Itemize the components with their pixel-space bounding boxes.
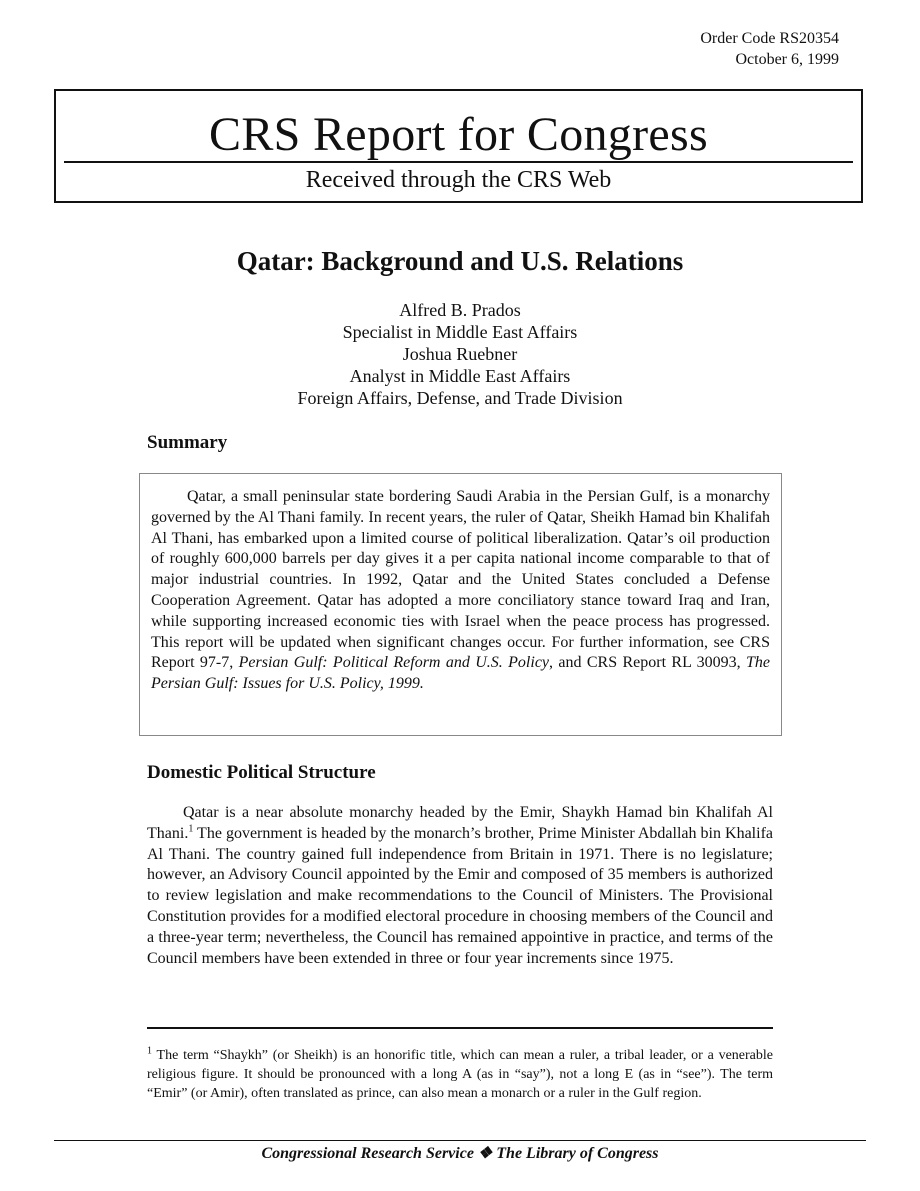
report-title: Qatar: Background and U.S. Relations (236, 246, 684, 276)
summary-box (139, 473, 782, 736)
summary-text-2: , and CRS Report RL 30093, (549, 654, 747, 672)
domestic-text: Qatar is a near absolute monarchy headed by the Emir, Shaykh Hamad bin Khalifah Al Thani. (147, 804, 773, 842)
domestic-text-2: The government is headed by the monarch’s brother, Prime Minister Abdallah bin Khalifa Al Thani. The country gained full independence from Britain in 1971. There is no legislature; however, an Advisory Council appointed by the Emir and composed of 35 members is authorized to review legislation and make recommendations to the Council of Ministers. The Provisional Constitution provides for a modified electoral procedure in choosing members of the Council and a three-year term; nevertheless, the Council has remained appointive in practice, and terms of the Council members have been extended in three or four year increments since 1975. (147, 824, 773, 967)
summary-text: Qatar, a small peninsular state bordering Saudi Arabia in the Persian Gulf, is a monarchy governed by the Al Thani family. In recent years, the ruler of Qatar, Sheikh Hamad bin Khalifah Al Thani, has embarked upon a limited course of political liberalization. Qatar’s oil production of roughly 600,000 barrels per day gives it a per capita national income comparable to that of major industrial countries. In 1992, Qatar and the United States concluded a Defense Cooperation Agreement. Qatar has adopted a more conciliatory stance toward Iraq and Iran, while supporting increased economic ties with Israel when the peace process has progressed. This report will be updated when significant changes occur. For further information, see CRS Report 97-7, (151, 488, 770, 672)
footnote-divider (147, 1027, 773, 1029)
author-line: Specialist in Middle East Affairs (342, 322, 578, 342)
report-header-box (54, 89, 863, 203)
header-divider (64, 161, 853, 163)
author-line: Foreign Affairs, Defense, and Trade Division (297, 388, 623, 408)
footer-divider (54, 1140, 866, 1141)
footnote-text: The term “Shaykh” (or Sheikh) is an honorific title, which can mean a ruler, a tribal leader, or a venerable religious figure. It should be pronounced with a long A (as in “say”), not a long E (as in “see”). The term “Emir” (or Amir), often translated as prince, can also mean a monarch or a ruler in the Gulf region. (147, 1048, 773, 1101)
order-code-block (700, 28, 839, 70)
author-line: Analyst in Middle East Affairs (349, 366, 571, 386)
report-date: October 6, 1999 (735, 51, 839, 68)
summary-heading: Summary (147, 432, 228, 453)
footnote (147, 1046, 773, 1103)
header-subtitle: Received through the CRS Web (305, 167, 612, 193)
footnote-marker[interactable]: 1 (188, 823, 194, 835)
footnote-number: 1 (147, 1045, 152, 1057)
author-line: Joshua Ruebner (402, 344, 518, 364)
summary-reference-1: Persian Gulf: Political Reform and U.S. Policy (238, 654, 550, 672)
summary-paragraph (151, 487, 770, 695)
header-title: CRS Report for Congress (209, 108, 708, 161)
domestic-paragraph (147, 803, 773, 969)
author-block (0, 299, 920, 409)
summary-reference-2: The Persian Gulf: Issues for U.S. Policy, 1999. (151, 654, 771, 693)
order-code: Order Code RS20354 (700, 30, 839, 47)
page-footer: Congressional Research Service ❖ The Library of Congress (261, 1145, 659, 1162)
domestic-heading: Domestic Political Structure (147, 762, 376, 783)
author-line: Alfred B. Prados (399, 300, 521, 320)
